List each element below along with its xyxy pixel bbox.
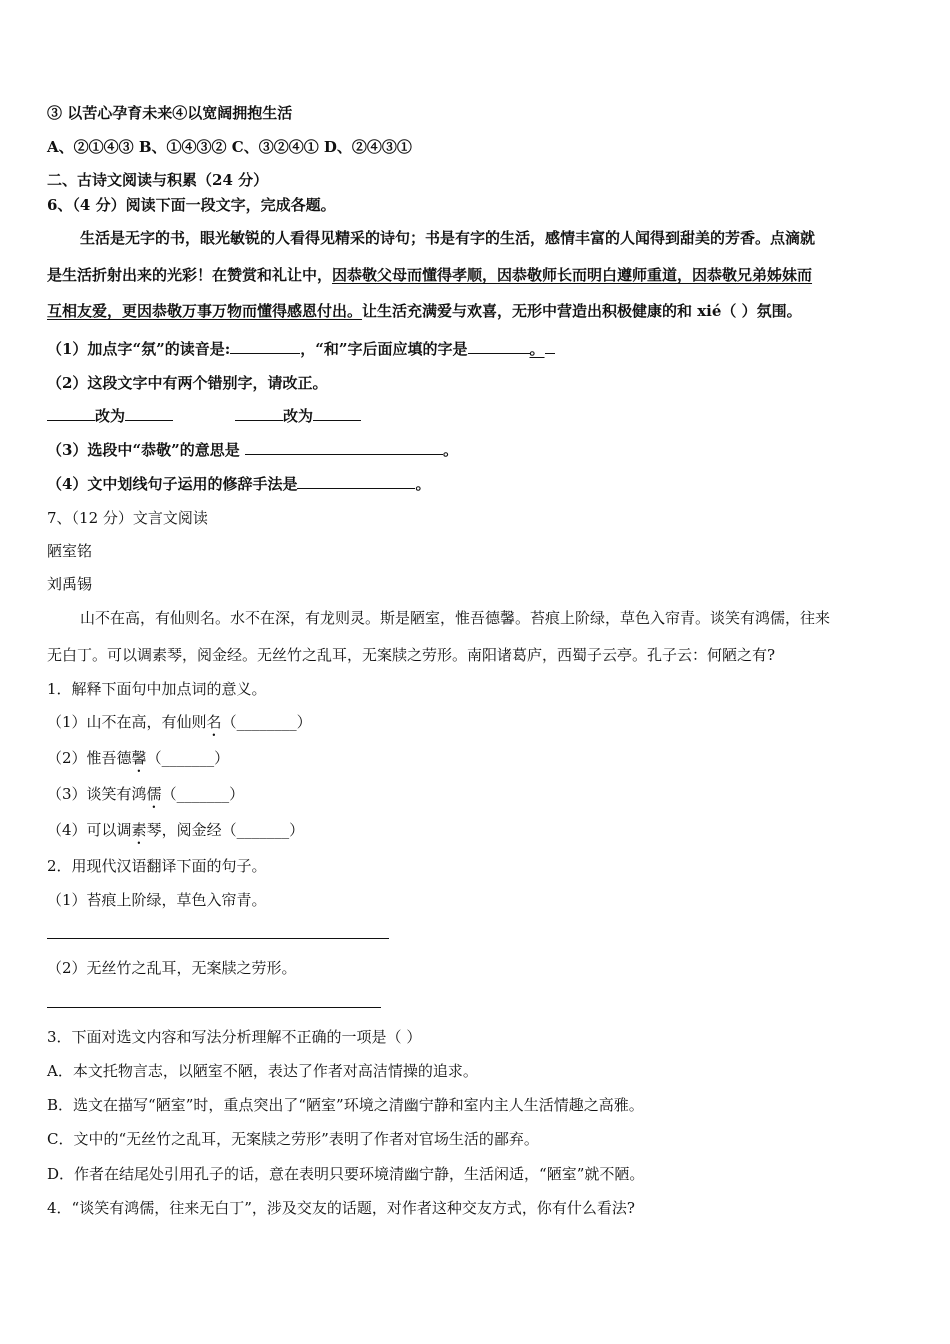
answer-line[interactable] xyxy=(47,938,389,939)
item-text: （1）山不在高，有仙则 xyxy=(47,713,207,731)
q7-q4: 4．“谈笑有鸿儒，往来无白丁”，涉及交友的话题，对作者这种交友方式，你有什么看法? xyxy=(47,1199,635,1217)
answer-blank[interactable]: （________） xyxy=(221,713,312,731)
option-c: C．文中的“无丝竹之乱耳，无案牍之劳形”表明了作者对官场生活的鄙弃。 xyxy=(47,1130,539,1148)
answer-blank[interactable] xyxy=(235,406,283,421)
passage-text: 是生活折射出来的光彩！在赞赏和礼让中， xyxy=(47,266,333,284)
item-text: （2）惟吾德 xyxy=(47,749,132,767)
underlined-sentence: 互相友爱，更因恭敬万事万物而懂得感恩付出。 xyxy=(47,302,363,320)
sub4-end: 。 xyxy=(415,475,431,493)
item-text: （3）谈笑有鸿 xyxy=(47,785,147,803)
option-b: B．选文在描写“陋室”时，重点突出了“陋室”环境之清幽宁静和室内主人生活情趣之高雅。 xyxy=(47,1096,644,1114)
gaiwei-label: 改为 xyxy=(95,407,126,425)
q6-sub4 xyxy=(47,474,430,494)
answer-blank[interactable]: （_______） xyxy=(221,821,305,839)
option-a: A．本文托物言志，以陋室不陋，表达了作者对高洁情操的追求。 xyxy=(47,1062,478,1080)
sub1-end: 。 xyxy=(529,340,545,358)
q6-correction-row xyxy=(47,406,361,426)
poem-text-line: 无白丁。可以调素琴，阅金经。无丝竹之乱耳，无案牍之劳形。南阳诸葛庐，西蜀子云亭。孔子云：何陋之有? xyxy=(47,646,776,664)
section-title: 二、古诗文阅读与积累（24 分） xyxy=(47,171,269,189)
q6-passage-line: 生活是无字的书，眼光敏锐的人看得见精采的诗句；书是有字的生活，感情丰富的人闻得到甜美的芳香。点滴就 xyxy=(80,229,816,247)
sub4-label: （4）文中划线句子运用的修辞手法是 xyxy=(47,475,298,493)
answer-blank[interactable] xyxy=(47,406,95,421)
answer-blank[interactable] xyxy=(297,474,415,489)
q7-q2: 2．用现代汉语翻译下面的句子。 xyxy=(47,857,267,875)
q6-header: 6、（4 分）阅读下面一段文字，完成各题。 xyxy=(47,196,336,214)
q6-passage-line xyxy=(47,265,812,285)
q6-sub1 xyxy=(47,339,555,359)
sub3-end: 。 xyxy=(442,441,458,459)
answer-blank[interactable] xyxy=(545,339,555,354)
answer-blank[interactable] xyxy=(245,440,443,455)
answer-blank[interactable] xyxy=(313,406,361,421)
q7-q1-item xyxy=(47,820,304,848)
answer-blank[interactable] xyxy=(125,406,173,421)
sub1-label-2: ，“和”字后面应填的字是 xyxy=(300,340,468,358)
dotted-word: 素 xyxy=(131,821,147,839)
sub3-label: （3）选段中“恭敬”的意思是 xyxy=(47,441,240,459)
q7-header: 7、（12 分）文言文阅读 xyxy=(47,509,208,527)
q6-sub3 xyxy=(47,440,458,460)
option-d: D．作者在结尾处引用孔子的话，意在表明只要环境清幽宁静，生活闲适，“陋室”就不陋。 xyxy=(47,1165,645,1183)
sub1-label: （1）加点字“氛”的读音是: xyxy=(47,340,231,358)
dotted-word: 名 xyxy=(206,713,222,731)
item-text: 琴，阅金经 xyxy=(146,821,222,839)
answer-blank[interactable]: （_______） xyxy=(146,749,230,767)
intro-options: A、②①④③ B、①④③② C、③②④① D、②④③① xyxy=(47,138,412,156)
passage-text: 让生活充满爱与欢喜，无形中营造出积极健康的和 xié（ ）氛围。 xyxy=(362,302,802,320)
q7-q1: 1．解释下面句中加点词的意义。 xyxy=(47,680,267,698)
q6-passage-line xyxy=(47,301,802,321)
answer-blank[interactable] xyxy=(230,339,300,354)
q7-q1-item xyxy=(47,712,312,740)
answer-blank[interactable]: （_______） xyxy=(161,785,245,803)
q7-q1-item xyxy=(47,748,229,776)
poem-author: 刘禹锡 xyxy=(47,575,93,593)
q6-sub2: （2）这段文字中有两个错别字，请改正。 xyxy=(47,374,328,392)
poem-title: 陋室铭 xyxy=(47,542,93,560)
item-text: （4）可以调 xyxy=(47,821,132,839)
q7-q2-item: （2）无丝竹之乱耳，无案牍之劳形。 xyxy=(47,959,297,977)
answer-line[interactable] xyxy=(47,1007,381,1008)
dotted-word: 馨 xyxy=(131,749,147,767)
q7-q2-item: （1）苔痕上阶绿，草色入帘青。 xyxy=(47,891,267,909)
poem-text-line: 山不在高，有仙则名。水不在深，有龙则灵。斯是陋室，惟吾德馨。苔痕上阶绿，草色入帘青。谈笑有鸿儒，往来 xyxy=(80,609,831,627)
answer-blank[interactable] xyxy=(468,339,530,354)
q7-q3: 3．下面对选文内容和写法分析理解不正确的一项是（ ） xyxy=(47,1028,422,1046)
gaiwei-label: 改为 xyxy=(283,407,314,425)
underlined-sentence: 因恭敬父母而懂得孝顺，因恭敬师长而明白遵师重道，因恭敬兄弟姊妹而 xyxy=(332,266,813,284)
q7-q1-item xyxy=(47,784,244,812)
dotted-word: 儒 xyxy=(146,785,162,803)
intro-line: ③ 以苦心孕育未来④以宽阔拥抱生活 xyxy=(47,104,293,122)
